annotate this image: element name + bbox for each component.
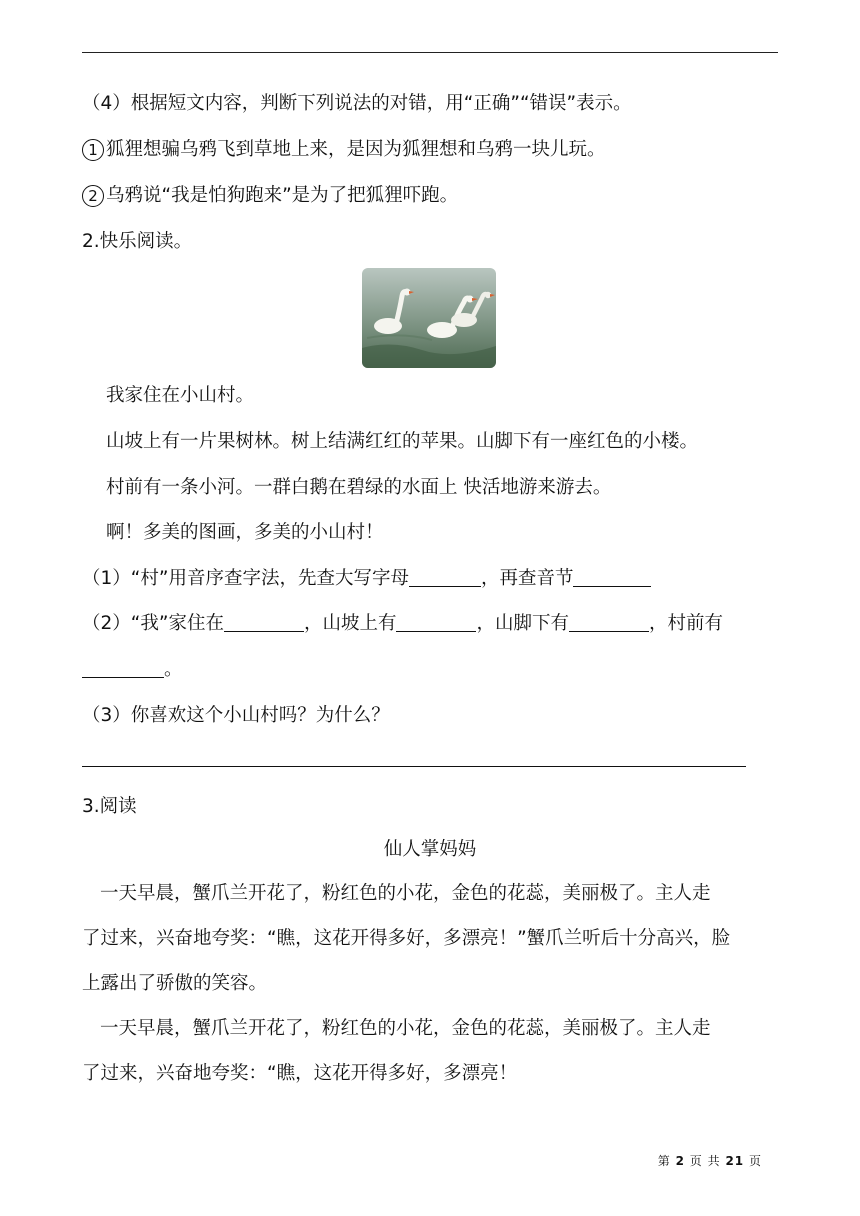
question-2-2-continued bbox=[82, 658, 183, 682]
passage-line-1: 我家住在小山村。 bbox=[106, 385, 255, 406]
answer-blank[interactable] bbox=[82, 659, 164, 678]
question-2-1 bbox=[82, 567, 651, 591]
passage-line-3: 村前有一条小河。一群白鹅在碧绿的水面上 快活地游来游去。 bbox=[106, 477, 612, 498]
geese-photo bbox=[362, 268, 496, 368]
page-footer: 第 2 页 共 21 页 bbox=[657, 1154, 762, 1168]
current-page: 2 bbox=[675, 1154, 685, 1168]
total-pages: 21 bbox=[725, 1154, 745, 1168]
question-2-2-text-b: ，山坡上有 bbox=[303, 613, 397, 634]
passage-line-2: 山坡上有一片果树林。树上结满红红的苹果。山脚下有一座红色的小楼。 bbox=[106, 431, 699, 452]
circled-number-1: 1 bbox=[82, 139, 104, 161]
story-line-2: 了过来，兴奋地夸奖：“瞧，这花开得多好，多漂亮！”蟹爪兰听后十分高兴，脸 bbox=[82, 928, 731, 949]
passage-line-4: 啊！多美的图画，多美的小山村！ bbox=[106, 522, 384, 543]
question-2-2-text-e: 。 bbox=[164, 659, 183, 680]
circled-number-2: 2 bbox=[82, 185, 104, 207]
section-2-title: 2.快乐阅读。 bbox=[82, 231, 193, 252]
question-2-2 bbox=[82, 612, 723, 636]
story-line-5: 了过来，兴奋地夸奖：“瞧，这花开得多好，多漂亮！ bbox=[82, 1063, 518, 1084]
q4-item-2 bbox=[82, 184, 458, 208]
answer-blank[interactable] bbox=[573, 568, 651, 587]
header-rule bbox=[82, 52, 778, 53]
answer-blank[interactable] bbox=[409, 568, 481, 587]
story-line-4: 一天早晨，蟹爪兰开花了，粉红色的小花，金色的花蕊，美丽极了。主人走 bbox=[100, 1018, 711, 1039]
question-2-2-text-a: （2）“我”家住在 bbox=[82, 613, 224, 634]
q4-title: （4）根据短文内容，判断下列说法的对错，用“正确”“错误”表示。 bbox=[82, 93, 632, 114]
answer-blank[interactable] bbox=[396, 613, 476, 632]
answer-line[interactable] bbox=[82, 766, 746, 767]
section-3-title: 3.阅读 bbox=[82, 796, 137, 817]
q4-item-2-text: 乌鸦说“我是怕狗跑来”是为了把狐狸吓跑。 bbox=[106, 185, 459, 206]
story-line-3: 上露出了骄傲的笑容。 bbox=[82, 973, 268, 994]
question-2-2-text-d: ，村前有 bbox=[648, 613, 723, 634]
answer-blank[interactable] bbox=[569, 613, 649, 632]
story-title: 仙人掌妈妈 bbox=[383, 839, 477, 860]
q4-item-1 bbox=[82, 138, 606, 162]
geese-illustration bbox=[362, 268, 496, 368]
q4-item-1-text: 狐狸想骗乌鸦飞到草地上来，是因为狐狸想和乌鸦一块儿玩。 bbox=[106, 139, 606, 160]
answer-blank[interactable] bbox=[224, 613, 304, 632]
question-2-1-text-b: ，再查音节 bbox=[480, 568, 574, 589]
question-2-1-text-a: （1）“村”用音序查字法，先查大写字母 bbox=[82, 568, 409, 589]
story-line-1: 一天早晨，蟹爪兰开花了，粉红色的小花，金色的花蕊，美丽极了。主人走 bbox=[100, 883, 711, 904]
question-2-2-text-c: ，山脚下有 bbox=[476, 613, 569, 634]
question-2-3: （3）你喜欢这个小山村吗？为什么？ bbox=[82, 705, 390, 726]
